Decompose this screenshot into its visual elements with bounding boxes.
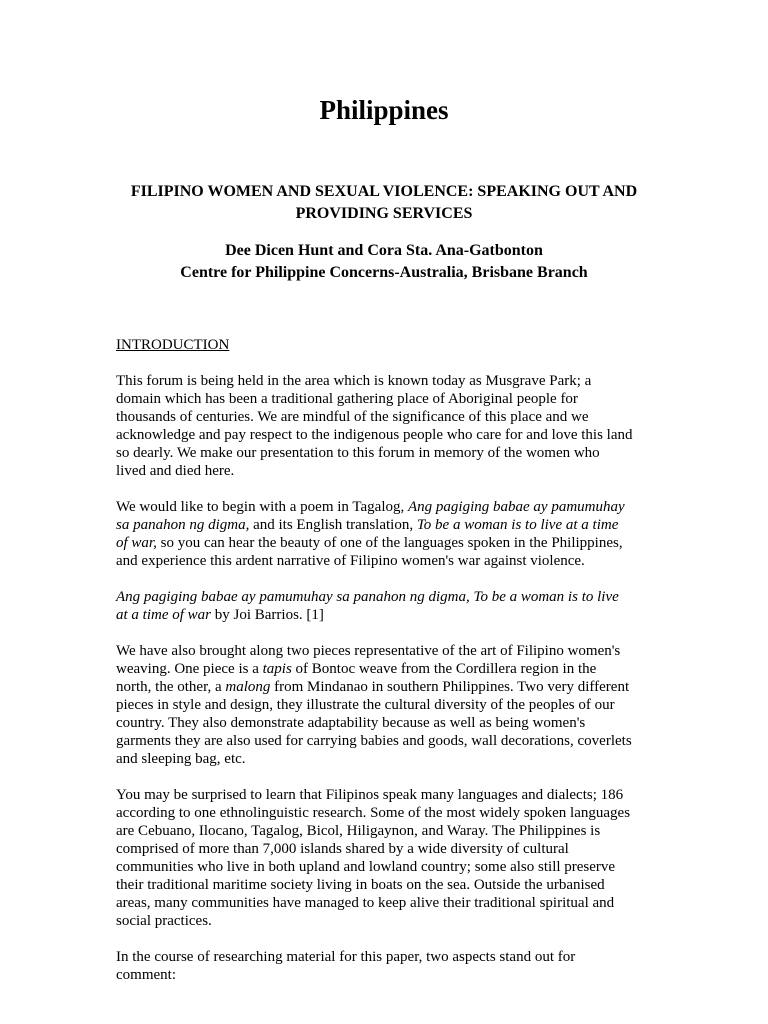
text-line: their traditional maritime society living in boats on the sea. Outside the urbanised: [116, 877, 605, 893]
text-line: [116, 588, 656, 606]
text-run: We would like to begin with a poem in Tagalog,: [116, 499, 408, 515]
text-line: acknowledge and pay respect to the indigenous people who care for and love this land: [116, 427, 633, 443]
text-line: We have also brought along two pieces representative of the art of Filipino women's: [116, 643, 621, 659]
affiliation-line: Centre for Philippine Concerns-Australia, Brisbane Branch: [180, 264, 588, 281]
text-line: lived and died here.: [116, 463, 235, 479]
text-run: north, the other, a: [116, 679, 226, 695]
paragraph-1: [116, 372, 656, 480]
body-text: [116, 336, 656, 1002]
text-run: from Mindanao in southern Philippines. Two very different: [270, 679, 630, 695]
text-line: according to one ethnolinguistic research. Some of the most widely spoken languages: [116, 805, 631, 821]
section-heading: INTRODUCTION: [116, 337, 230, 353]
text-line: [116, 534, 656, 552]
text-line: communities who live in both upland and lowland country; some also still preserve: [116, 859, 616, 875]
text-line: areas, many communities have managed to keep alive their traditional spiritual and: [116, 895, 615, 911]
text-line: [116, 516, 656, 534]
text-run: by Joi Barrios. [1]: [211, 607, 324, 623]
italic-text: Ang pagiging babae ay pamumuhay sa panahon ng digma, To be a woman is to live: [116, 589, 619, 605]
paragraph-2: [116, 498, 656, 570]
paragraph-6: [116, 948, 656, 984]
text-line: [116, 606, 656, 624]
text-line: domain which has been a traditional gathering place of Aboriginal people for: [116, 391, 578, 407]
italic-text: sa panahon ng digma,: [116, 517, 250, 533]
text-line: country. They also demonstrate adaptability because as well as being women's: [116, 715, 586, 731]
authors-line: Dee Dicen Hunt and Cora Sta. Ana-Gatbonton: [225, 242, 543, 259]
italic-text: tapis: [262, 661, 292, 677]
text-run: and its English translation,: [249, 517, 417, 533]
text-line: pieces in style and design, they illustrate the cultural diversity of the peoples of our: [116, 697, 615, 713]
text-line: are Cebuano, Ilocano, Tagalog, Bicol, Hiligaynon, and Waray. The Philippines is: [116, 823, 601, 839]
italic-text: of war,: [116, 535, 157, 551]
text-line: You may be surprised to learn that Filipinos speak many languages and dialects; 186: [116, 787, 624, 803]
italic-text: To be a woman is to live at a time: [416, 517, 619, 533]
text-line: thousands of centuries. We are mindful of the significance of this place and we: [116, 409, 589, 425]
text-line: comprised of more than 7,000 islands shared by a wide diversity of cultural: [116, 841, 569, 857]
italic-text: at a time of war: [116, 607, 212, 623]
text-line: and experience this ardent narrative of Filipino women's war against violence.: [116, 553, 585, 569]
italic-text: Ang pagiging babae ay pamumuhay: [408, 499, 625, 515]
author-block: [0, 240, 768, 284]
text-line: and sleeping bag, etc.: [116, 751, 246, 767]
paragraph-5: [116, 786, 656, 930]
text-line: so dearly. We make our presentation to this forum in memory of the women who: [116, 445, 600, 461]
paragraph-3: [116, 588, 656, 624]
page-title: Philippines: [319, 95, 449, 125]
text-run: of Bontoc weave from the Cordillera region in the: [291, 661, 597, 677]
text-line: comment:: [116, 967, 176, 983]
text-line: In the course of researching material for this paper, two aspects stand out for: [116, 949, 576, 965]
text-line: [116, 660, 656, 678]
text-run: so you can hear the beauty of one of the languages spoken in the Philippines,: [156, 535, 623, 551]
text-line: [116, 678, 656, 696]
paper-subtitle: FILIPINO WOMEN AND SEXUAL VIOLENCE: SPEAKING OUT AND PROVIDING SERVICES: [130, 183, 638, 222]
text-line: social practices.: [116, 913, 212, 929]
paragraph-4: [116, 642, 656, 768]
text-line: [116, 498, 656, 516]
text-line: This forum is being held in the area which is known today as Musgrave Park; a: [116, 373, 592, 389]
text-line: garments they are also used for carrying babies and goods, wall decorations, coverlets: [116, 733, 632, 749]
italic-text: malong: [225, 679, 271, 695]
text-run: weaving. One piece is a: [116, 661, 263, 677]
